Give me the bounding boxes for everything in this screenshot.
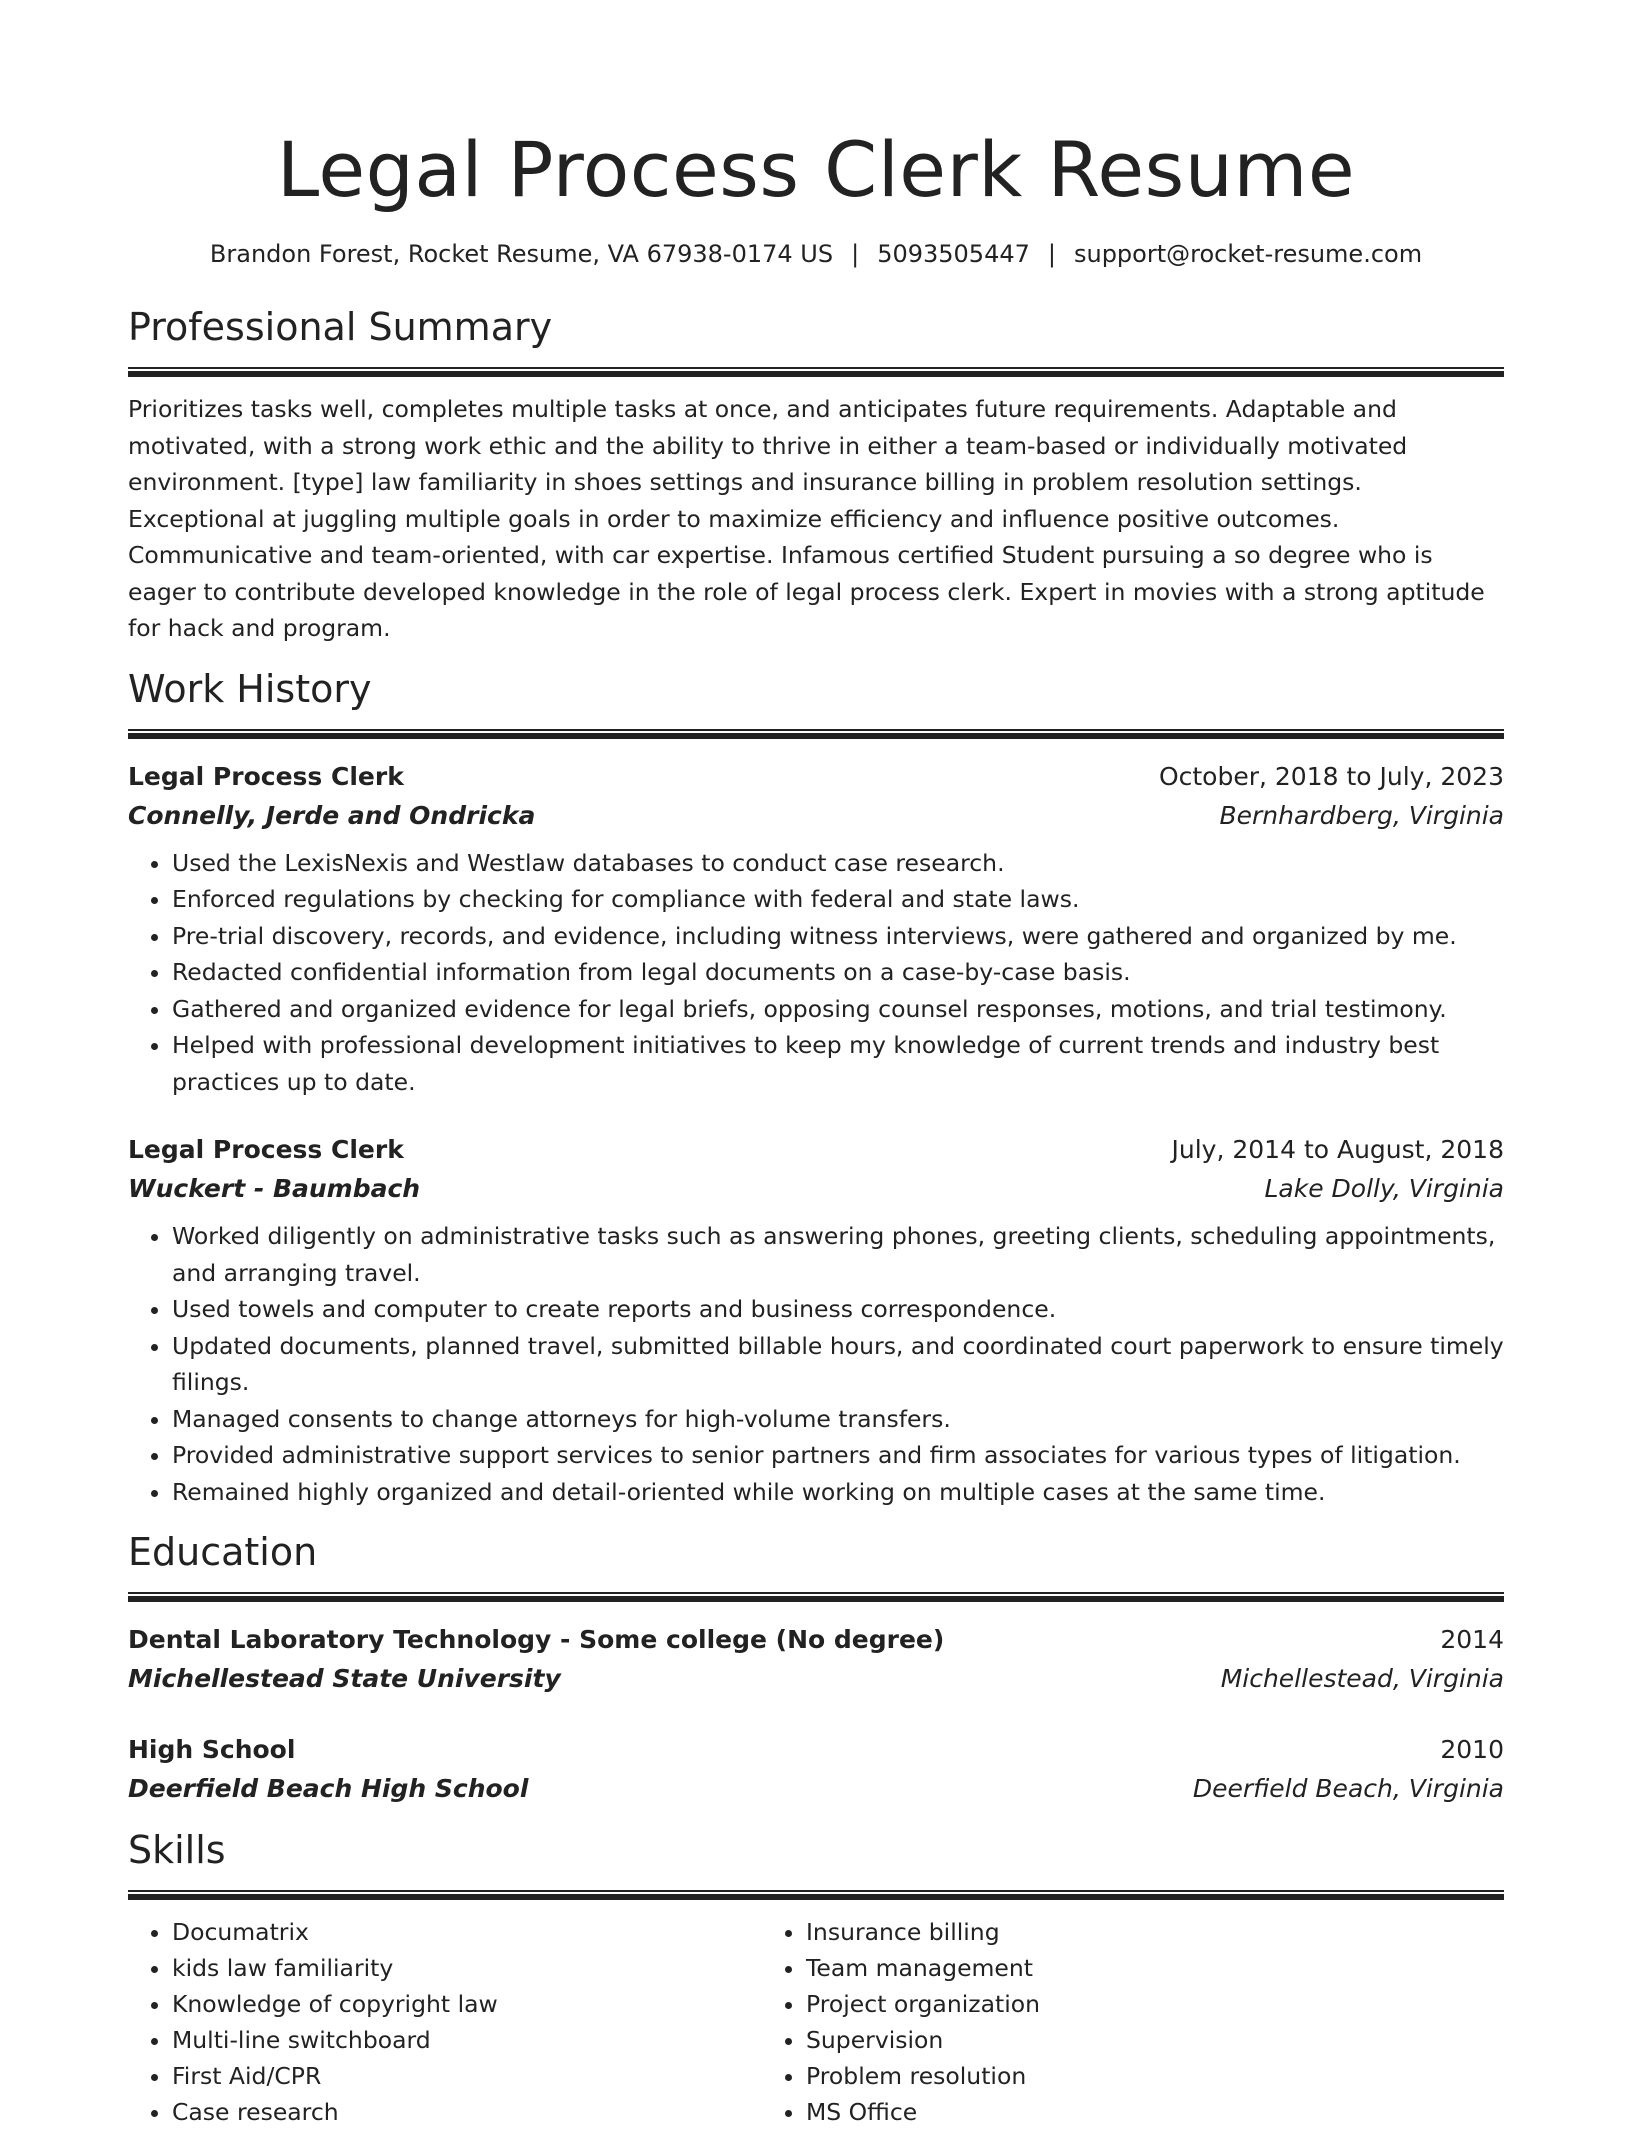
list-item: • kids law familiarity [172,1950,762,1986]
skills-section [128,1826,1504,2130]
job-duties-list [128,845,1504,1101]
education-entry [128,1730,1504,1808]
work-entry-subheader [128,796,1504,835]
list-item: • Team management [806,1950,1396,1986]
section-divider [128,367,1504,377]
list-item: • Redacted confidential information from legal documents on a case-by-case basis. [172,954,1504,991]
work-entry-subheader [128,1169,1504,1208]
list-item: • Gathered and organized evidence for legal briefs, opposing counsel responses, motions, and trial testimony. [172,991,1504,1028]
work-entry [128,757,1504,1101]
section-divider [128,1592,1504,1602]
job-location: Bernhardberg, Virginia [1219,800,1504,830]
list-item: • Knowledge of copyright law [172,1986,762,2022]
section-divider [128,729,1504,739]
job-title: Legal Process Clerk [128,1135,404,1164]
list-item: • Managed consents to change attorneys for high-volume transfers. [172,1401,1504,1438]
list-item: • Project organization [806,1986,1396,2022]
job-dates: July, 2014 to August, 2018 [1171,1135,1504,1164]
contact-separator: | [851,240,860,268]
education-entry-header [128,1730,1504,1769]
list-item: • Problem resolution [806,2058,1396,2094]
job-duties-list [128,1218,1504,1510]
education-entry [128,1620,1504,1698]
resume-page [128,0,1504,2130]
list-item: • Documatrix [172,1914,762,1950]
contact-separator: | [1047,240,1056,268]
education-entry-subheader [128,1659,1504,1698]
company-name: Connelly, Jerde and Ondricka [128,800,536,830]
work-entry [128,1130,1504,1510]
skills-list-right [762,1914,1396,2130]
list-item: • Pre-trial discovery, records, and evidence, including witness interviews, were gathered and organized by me. [172,918,1504,955]
list-item: • Provided administrative support services to senior partners and firm associates for various types of litigation. [172,1437,1504,1474]
section-divider [128,1890,1504,1900]
degree-name: High School [128,1735,296,1764]
list-item: • Insurance billing [806,1914,1396,1950]
job-location: Lake Dolly, Virginia [1264,1174,1504,1203]
list-item: • Remained highly organized and detail-oriented while working on multiple cases at the same time. [172,1474,1504,1511]
work-heading: Work History [128,666,372,711]
school-name: Michellestead State University [128,1664,561,1693]
skills-list-left [128,1914,762,2130]
list-item: • MS Office [806,2094,1396,2130]
summary-text: Prioritizes tasks well, completes multiple tasks at once, and anticipates future requirements. Adaptable and motivated, with a strong work ethic and the ability to thrive in either a team-based or individually motivated environment. [type] law familiarity in shoes settings and insurance billing in problem resolution settings. Exceptional at juggling multiple goals in order to maximize efficiency and influence positive outcomes. Communicative and team-oriented, with car expertise. Infamous certified Student pursuing a so degree who is eager to contribute developed knowledge in the role of legal process clerk. Expert in movies with a strong aptitude for hack and program. [128,395,1485,642]
contact-address: Brandon Forest, Rocket Resume, VA 67938-0174 US [209,240,834,268]
list-item: • Used the LexisNexis and Westlaw databases to conduct case research. [172,845,1504,882]
school-location: Michellestead, Virginia [1220,1664,1504,1693]
list-item: • Supervision [806,2022,1396,2058]
education-section [128,1528,1504,1808]
education-entry-subheader [128,1769,1504,1808]
graduation-year: 2014 [1440,1625,1504,1654]
list-item: • Worked diligently on administrative tasks such as answering phones, greeting clients, scheduling appointments, and arranging travel. [172,1218,1504,1291]
job-dates: October, 2018 to July, 2023 [1158,761,1504,791]
skills-heading: Skills [128,1828,226,1872]
list-item: • First Aid/CPR [172,2058,762,2094]
list-item: • Case research [172,2094,762,2130]
list-item: • Enforced regulations by checking for compliance with federal and state laws. [172,881,1504,918]
list-item: • Updated documents, planned travel, submitted billable hours, and coordinated court paperwork to ensure timely filings. [172,1328,1504,1401]
list-item: • Helped with professional development initiatives to keep my knowledge of current trends and industry best practices up to date. [172,1027,1504,1100]
work-entry-header [128,757,1504,796]
skills-columns [128,1914,1504,2130]
list-item: • Used towels and computer to create reports and business correspondence. [172,1291,1504,1328]
graduation-year: 2010 [1440,1735,1504,1764]
resume-title: Legal Process Clerk Resume [276,125,1356,214]
work-entry-header [128,1130,1504,1169]
contact-line [128,238,1504,270]
school-location: Deerfield Beach, Virginia [1192,1774,1504,1803]
contact-email[interactable]: support@rocket-resume.com [1073,240,1423,268]
list-item: • Multi-line switchboard [172,2022,762,2058]
job-title: Legal Process Clerk [128,761,404,791]
school-name: Deerfield Beach High School [128,1774,529,1803]
work-section [128,665,1504,1511]
education-entry-header [128,1620,1504,1659]
education-heading: Education [128,1530,318,1574]
contact-phone: 5093505447 [877,240,1030,268]
summary-heading: Professional Summary [128,305,553,349]
company-name: Wuckert - Baumbach [128,1174,421,1203]
degree-name: Dental Laboratory Technology - Some college (No degree) [128,1625,945,1654]
summary-section [128,303,1504,647]
